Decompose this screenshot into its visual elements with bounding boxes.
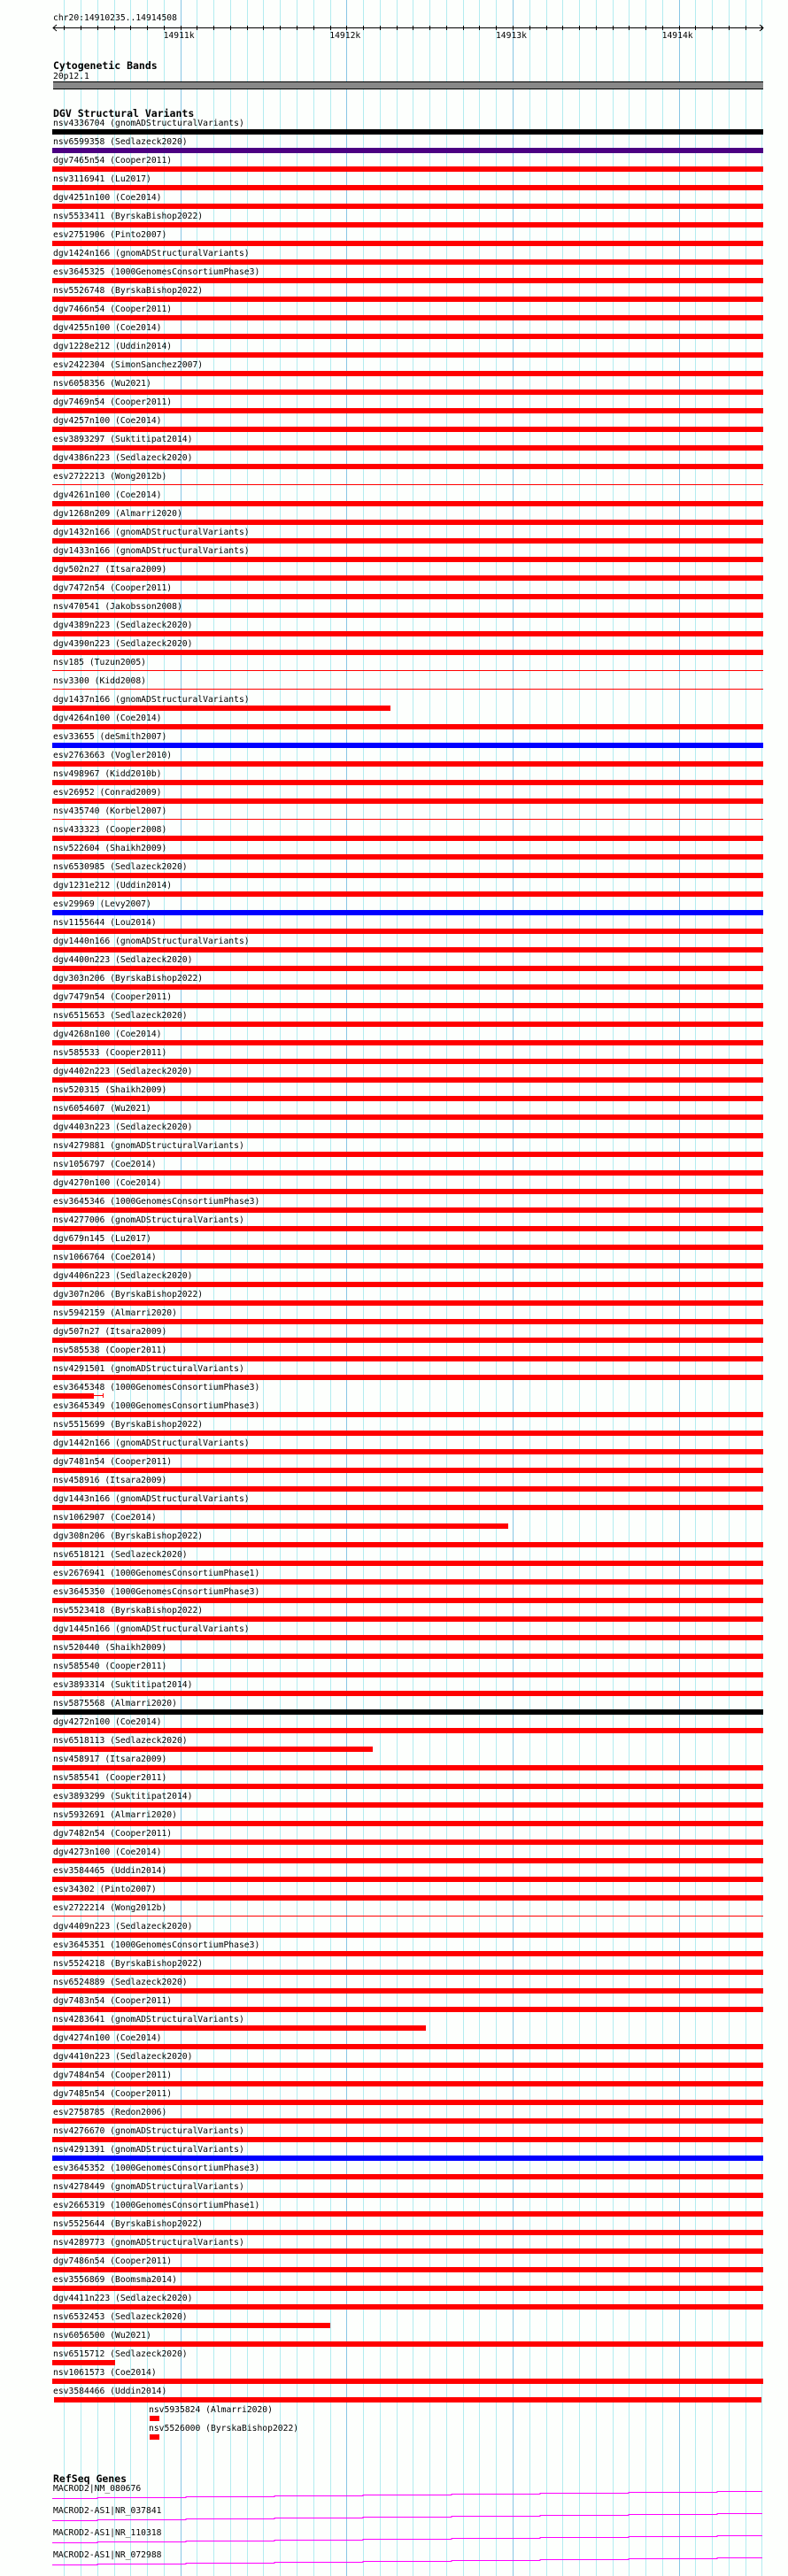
variant-label[interactable]: nsv1062907 (Coe2014) bbox=[53, 1513, 157, 1523]
variant-label[interactable]: dgv4251n100 (Coe2014) bbox=[53, 193, 162, 203]
variant-label[interactable]: dgv7485n54 (Cooper2011) bbox=[53, 2089, 173, 2099]
variant-label[interactable]: esv3645351 (1000GenomesConsortiumPhase3) bbox=[53, 1940, 260, 1950]
variant-label[interactable]: nsv6532453 (Sedlazeck2020) bbox=[53, 2312, 188, 2322]
variant-bar[interactable] bbox=[52, 1709, 763, 1715]
variant-bar[interactable] bbox=[52, 2118, 763, 2124]
variant-bar[interactable] bbox=[52, 1747, 373, 1752]
variant-label[interactable]: nsv1056797 (Coe2014) bbox=[53, 1160, 157, 1169]
variant-label[interactable]: nsv6524889 (Sedlazeck2020) bbox=[53, 1978, 188, 1987]
variant-label[interactable]: dgv679n145 (Lu2017) bbox=[53, 1234, 151, 1244]
variant-bar[interactable] bbox=[52, 538, 763, 544]
variant-label[interactable]: nsv522604 (Shaikh2009) bbox=[53, 844, 167, 853]
variant-bar[interactable] bbox=[52, 1096, 763, 1101]
variant-bar[interactable] bbox=[52, 445, 763, 451]
variant-bar[interactable] bbox=[52, 910, 763, 915]
variant-label[interactable]: dgv4411n223 (Sedlazeck2020) bbox=[53, 2294, 193, 2303]
gene-label[interactable]: MACROD2-AS1|NR_037841 bbox=[53, 2506, 162, 2516]
variant-label[interactable]: nsv185 (Tuzun2005) bbox=[53, 658, 146, 667]
variant-bar[interactable] bbox=[52, 1263, 763, 1269]
variant-bar[interactable] bbox=[52, 2360, 115, 2365]
variant-bar[interactable] bbox=[52, 2100, 763, 2105]
variant-label[interactable]: nsv3300 (Kidd2008) bbox=[53, 676, 146, 686]
variant-bar[interactable] bbox=[52, 1877, 763, 1882]
variant-label[interactable]: dgv1442n166 (gnomADStructuralVariants) bbox=[53, 1438, 250, 1448]
variant-bar[interactable] bbox=[52, 2193, 763, 2198]
variant-bar[interactable] bbox=[52, 371, 763, 376]
variant-label[interactable]: nsv3116941 (Lu2017) bbox=[53, 174, 151, 184]
variant-label[interactable]: dgv307n206 (ByrskaBishop2022) bbox=[53, 1290, 204, 1300]
variant-whisker bbox=[94, 1395, 103, 1396]
variant-label[interactable]: nsv5524218 (ByrskaBishop2022) bbox=[53, 1959, 204, 1969]
variant-bar[interactable] bbox=[52, 1988, 763, 1994]
gene-label[interactable]: MACROD2-AS1|NR_110318 bbox=[53, 2528, 162, 2538]
variant-label[interactable]: nsv4278449 (gnomADStructuralVariants) bbox=[53, 2182, 244, 2192]
variant-bar[interactable] bbox=[52, 819, 763, 820]
variant-bar[interactable] bbox=[52, 1951, 763, 1956]
variant-label[interactable]: dgv1443n166 (gnomADStructuralVariants) bbox=[53, 1494, 250, 1504]
variant-label[interactable]: nsv458917 (Itsara2009) bbox=[53, 1755, 167, 1764]
ruler-tick-label: 14914k bbox=[661, 31, 693, 41]
variant-bar[interactable] bbox=[52, 1542, 763, 1547]
variant-bar[interactable] bbox=[150, 2434, 159, 2440]
variant-label[interactable]: dgv4270n100 (Coe2014) bbox=[53, 1178, 162, 1188]
variant-bar[interactable] bbox=[52, 520, 763, 525]
variant-label[interactable]: dgv4390n223 (Sedlazeck2020) bbox=[53, 639, 193, 649]
variant-bar[interactable] bbox=[52, 1338, 763, 1343]
variant-bar[interactable] bbox=[52, 1916, 763, 1917]
variant-label[interactable]: nsv4277006 (gnomADStructuralVariants) bbox=[53, 1215, 244, 1225]
variant-bar[interactable] bbox=[52, 166, 763, 172]
variant-label[interactable]: nsv470541 (Jakobsson2008) bbox=[53, 602, 182, 612]
variant-label[interactable]: dgv1228e212 (Uddin2014) bbox=[53, 342, 173, 351]
variant-label[interactable]: dgv1437n166 (gnomADStructuralVariants) bbox=[53, 695, 250, 705]
variant-label[interactable]: dgv308n206 (ByrskaBishop2022) bbox=[53, 1531, 204, 1541]
variant-bar[interactable] bbox=[52, 1970, 763, 1975]
variant-bar[interactable] bbox=[52, 1412, 763, 1417]
variant-bar[interactable] bbox=[52, 1226, 763, 1231]
variant-bar[interactable] bbox=[52, 2286, 763, 2291]
variant-label[interactable]: nsv6058356 (Wu2021) bbox=[53, 379, 151, 389]
variant-bar[interactable] bbox=[52, 315, 763, 320]
variant-bar[interactable] bbox=[52, 2137, 763, 2142]
variant-bar[interactable] bbox=[52, 464, 763, 469]
variant-label[interactable]: esv3645352 (1000GenomesConsortiumPhase3) bbox=[53, 2163, 260, 2173]
variant-label[interactable]: dgv7466n54 (Cooper2011) bbox=[53, 305, 173, 314]
variant-bar[interactable] bbox=[52, 1598, 763, 1603]
variant-bar[interactable] bbox=[52, 631, 763, 636]
variant-bar[interactable] bbox=[52, 1821, 763, 1826]
variant-bar[interactable] bbox=[52, 1059, 763, 1064]
variant-bar[interactable] bbox=[52, 966, 763, 971]
variant-bar[interactable] bbox=[52, 1784, 763, 1789]
variant-bar[interactable] bbox=[52, 427, 763, 432]
variant-label[interactable]: nsv585538 (Cooper2011) bbox=[53, 1346, 167, 1355]
variant-bar[interactable] bbox=[52, 706, 390, 711]
variant-bar[interactable] bbox=[52, 1152, 763, 1157]
variant-bar[interactable] bbox=[52, 278, 763, 283]
variant-bar[interactable] bbox=[52, 873, 763, 878]
variant-bar[interactable] bbox=[52, 1449, 763, 1454]
variant-label[interactable]: esv26952 (Conrad2009) bbox=[53, 788, 162, 798]
variant-label[interactable]: nsv6599358 (Sedlazeck2020) bbox=[53, 137, 188, 147]
variant-bar[interactable] bbox=[52, 929, 763, 934]
variant-label[interactable]: dgv502n27 (Itsara2009) bbox=[53, 565, 167, 575]
variant-bar[interactable] bbox=[52, 650, 763, 655]
variant-bar[interactable] bbox=[52, 984, 763, 990]
variant-bar[interactable] bbox=[52, 222, 763, 228]
variant-label[interactable]: dgv7465n54 (Cooper2011) bbox=[53, 156, 173, 166]
gene-label[interactable]: MACROD2|NM_080676 bbox=[53, 2484, 142, 2494]
variant-bar[interactable] bbox=[52, 1579, 763, 1585]
location-label: chr20:14910235..14914508 bbox=[53, 13, 177, 23]
ruler-tick-label: 14913k bbox=[495, 31, 527, 41]
variant-label[interactable]: nsv498967 (Kidd2010b) bbox=[53, 769, 162, 779]
variant-label[interactable]: nsv435740 (Korbel2007) bbox=[53, 806, 167, 816]
variant-bar[interactable] bbox=[52, 2063, 763, 2068]
variant-bar[interactable] bbox=[52, 1300, 763, 1306]
variant-bar[interactable] bbox=[52, 743, 763, 748]
cytoband-track-title: Cytogenetic Bands bbox=[53, 59, 158, 72]
variant-bar[interactable] bbox=[52, 2323, 330, 2328]
variant-whisker-cap bbox=[103, 1393, 104, 1398]
variant-bar[interactable] bbox=[52, 947, 763, 953]
variant-bar[interactable] bbox=[52, 1616, 763, 1622]
variant-label[interactable]: dgv7483n54 (Cooper2011) bbox=[53, 1996, 173, 2006]
variant-bar[interactable] bbox=[52, 2081, 763, 2086]
variant-label[interactable]: dgv7479n54 (Cooper2011) bbox=[53, 992, 173, 1002]
variant-bar[interactable] bbox=[52, 1114, 763, 1120]
variant-label[interactable]: dgv7482n54 (Cooper2011) bbox=[53, 1829, 173, 1839]
variant-bar[interactable] bbox=[52, 1189, 763, 1194]
variant-bar[interactable] bbox=[52, 761, 763, 767]
variant-label[interactable]: dgv4272n100 (Coe2014) bbox=[53, 1717, 162, 1727]
variant-bar[interactable] bbox=[52, 1932, 763, 1938]
variant-label[interactable]: nsv4291391 (gnomADStructuralVariants) bbox=[53, 2145, 244, 2155]
variant-bar[interactable] bbox=[52, 1375, 763, 1380]
variant-label[interactable]: dgv507n27 (Itsara2009) bbox=[53, 1327, 167, 1337]
variant-bar[interactable] bbox=[52, 1077, 763, 1083]
variant-label[interactable]: nsv585541 (Cooper2011) bbox=[53, 1773, 167, 1783]
variant-label[interactable]: dgv303n206 (ByrskaBishop2022) bbox=[53, 974, 204, 983]
variant-bar[interactable] bbox=[52, 2379, 763, 2384]
variant-label[interactable]: nsv6518121 (Sedlazeck2020) bbox=[53, 1550, 188, 1560]
variant-bar[interactable] bbox=[52, 1319, 763, 1324]
variant-bar[interactable] bbox=[52, 854, 763, 860]
ruler-tick-label: 14911k bbox=[163, 31, 195, 41]
variant-label[interactable]: nsv520315 (Shaikh2009) bbox=[53, 1085, 167, 1095]
variant-label[interactable]: dgv1424n166 (gnomADStructuralVariants) bbox=[53, 249, 250, 258]
variant-label[interactable]: esv3893297 (Suktitipat2014) bbox=[53, 435, 193, 444]
variant-bar[interactable] bbox=[52, 1282, 763, 1287]
variant-label[interactable]: esv2665319 (1000GenomesConsortiumPhase1) bbox=[53, 2201, 260, 2210]
variant-label[interactable]: dgv4410n223 (Sedlazeck2020) bbox=[53, 2052, 193, 2062]
dgv-track-title: DGV Structural Variants bbox=[53, 107, 195, 120]
variant-bar[interactable] bbox=[52, 1635, 763, 1640]
variant-bar[interactable] bbox=[52, 334, 763, 339]
variant-bar[interactable] bbox=[52, 2174, 763, 2179]
variant-bar[interactable] bbox=[52, 1654, 763, 1659]
variant-label[interactable]: nsv6518113 (Sedlazeck2020) bbox=[53, 1736, 188, 1746]
variant-label[interactable]: dgv4273n100 (Coe2014) bbox=[53, 1847, 162, 1857]
variant-bar[interactable] bbox=[52, 1839, 763, 1845]
variant-label[interactable]: nsv458916 (Itsara2009) bbox=[53, 1476, 167, 1485]
variant-bar[interactable] bbox=[52, 129, 763, 135]
variant-label[interactable]: dgv4257n100 (Coe2014) bbox=[53, 416, 162, 426]
variant-bar[interactable] bbox=[54, 2397, 761, 2402]
variant-label[interactable]: nsv6054607 (Wu2021) bbox=[53, 1104, 151, 1114]
variant-label[interactable]: nsv4283641 (gnomADStructuralVariants) bbox=[53, 2015, 244, 2025]
refseq-track-title: RefSeq Genes bbox=[53, 2472, 127, 2485]
variant-label[interactable]: nsv1061573 (Coe2014) bbox=[53, 2368, 157, 2378]
variant-label[interactable]: dgv7472n54 (Cooper2011) bbox=[53, 583, 173, 593]
variant-bar[interactable] bbox=[52, 1858, 763, 1863]
variant-label[interactable]: esv3645349 (1000GenomesConsortiumPhase3) bbox=[53, 1401, 260, 1411]
variant-label[interactable]: nsv4276670 (gnomADStructuralVariants) bbox=[53, 2126, 244, 2136]
variant-label[interactable]: nsv5875568 (Almarri2020) bbox=[53, 1699, 177, 1708]
variant-label[interactable]: dgv4400n223 (Sedlazeck2020) bbox=[53, 955, 193, 965]
variant-label[interactable]: esv33655 (deSmith2007) bbox=[53, 732, 167, 742]
variant-label[interactable]: dgv4389n223 (Sedlazeck2020) bbox=[53, 621, 193, 630]
variant-label[interactable]: esv3584466 (Uddin2014) bbox=[53, 2387, 167, 2396]
variant-label[interactable]: esv2722213 (Wong2012b) bbox=[53, 472, 167, 482]
variant-label[interactable]: nsv5932691 (Almarri2020) bbox=[53, 1810, 177, 1820]
variant-bar[interactable] bbox=[52, 689, 763, 690]
variant-bar[interactable] bbox=[52, 2025, 426, 2031]
variant-label[interactable]: dgv4264n100 (Coe2014) bbox=[53, 713, 162, 723]
variant-label[interactable]: esv2676941 (1000GenomesConsortiumPhase1) bbox=[53, 1569, 260, 1578]
variant-bar[interactable] bbox=[52, 2304, 763, 2310]
variant-bar[interactable] bbox=[52, 2211, 763, 2217]
variant-label[interactable]: nsv6056500 (Wu2021) bbox=[53, 2331, 151, 2341]
variant-bar[interactable] bbox=[52, 836, 763, 841]
variant-label[interactable]: nsv433323 (Cooper2008) bbox=[53, 825, 167, 835]
variant-bar[interactable] bbox=[52, 1505, 763, 1510]
variant-bar[interactable] bbox=[52, 1431, 763, 1436]
variant-bar[interactable] bbox=[52, 2341, 763, 2347]
variant-label[interactable]: dgv7484n54 (Cooper2011) bbox=[53, 2071, 173, 2080]
variant-bar[interactable] bbox=[52, 575, 763, 581]
variant-bar[interactable] bbox=[52, 780, 763, 785]
variant-bar[interactable] bbox=[52, 670, 763, 671]
variant-label[interactable]: esv34302 (Pinto2007) bbox=[53, 1885, 157, 1894]
variant-bar[interactable] bbox=[52, 2044, 763, 2049]
variant-bar[interactable] bbox=[52, 1672, 763, 1677]
variant-label[interactable]: dgv4386n223 (Sedlazeck2020) bbox=[53, 453, 193, 463]
variant-label[interactable]: dgv4274n100 (Coe2014) bbox=[53, 2033, 162, 2043]
variant-label[interactable]: nsv5935824 (Almarri2020) bbox=[149, 2405, 273, 2415]
variant-label[interactable]: esv2751906 (Pinto2007) bbox=[53, 230, 167, 240]
variant-label[interactable]: nsv6530985 (Sedlazeck2020) bbox=[53, 862, 188, 872]
variant-label[interactable]: esv3584465 (Uddin2014) bbox=[53, 1866, 167, 1876]
variant-label[interactable]: esv3645350 (1000GenomesConsortiumPhase3) bbox=[53, 1587, 260, 1597]
variant-bar[interactable] bbox=[52, 1207, 763, 1213]
variant-bar[interactable] bbox=[52, 259, 763, 265]
variant-label[interactable]: nsv1155644 (Lou2014) bbox=[53, 918, 157, 928]
variant-label[interactable]: nsv5515699 (ByrskaBishop2022) bbox=[53, 1420, 204, 1430]
variant-bar[interactable] bbox=[52, 613, 763, 618]
variant-label[interactable]: dgv1440n166 (gnomADStructuralVariants) bbox=[53, 937, 250, 946]
variant-bar[interactable] bbox=[52, 1356, 763, 1361]
variant-label[interactable]: dgv4406n223 (Sedlazeck2020) bbox=[53, 1271, 193, 1281]
cytoband-label: 20p12.1 bbox=[53, 72, 89, 81]
variant-label[interactable]: nsv4289773 (gnomADStructuralVariants) bbox=[53, 2238, 244, 2248]
variant-bar[interactable] bbox=[52, 557, 763, 562]
variant-bar[interactable] bbox=[52, 2248, 763, 2254]
variant-label[interactable]: dgv1445n166 (gnomADStructuralVariants) bbox=[53, 1624, 250, 1634]
ruler-tick-label: 14912k bbox=[329, 31, 361, 41]
variant-label[interactable]: dgv1231e212 (Uddin2014) bbox=[53, 881, 173, 891]
variant-bar[interactable] bbox=[52, 185, 763, 190]
variant-label[interactable]: nsv4336704 (gnomADStructuralVariants) bbox=[53, 119, 244, 128]
variant-bar[interactable] bbox=[52, 484, 763, 485]
variant-bar[interactable] bbox=[52, 297, 763, 302]
variant-bar[interactable] bbox=[52, 1802, 763, 1808]
variant-bar[interactable] bbox=[52, 1895, 763, 1901]
variant-bar[interactable] bbox=[52, 1728, 763, 1733]
variant-label[interactable]: nsv5942159 (Almarri2020) bbox=[53, 1308, 177, 1318]
variant-bar[interactable] bbox=[52, 891, 763, 897]
variant-label[interactable]: nsv6515712 (Sedlazeck2020) bbox=[53, 2349, 188, 2359]
variant-label[interactable]: dgv1268n209 (Almarri2020) bbox=[53, 509, 182, 519]
variant-label[interactable]: nsv5526748 (ByrskaBishop2022) bbox=[53, 286, 204, 296]
gene-line[interactable] bbox=[52, 2492, 762, 2499]
variant-label[interactable]: nsv4279881 (gnomADStructuralVariants) bbox=[53, 1141, 244, 1151]
variant-label[interactable]: nsv585540 (Cooper2011) bbox=[53, 1662, 167, 1671]
variant-bar[interactable] bbox=[52, 1691, 763, 1696]
variant-bar[interactable] bbox=[52, 352, 763, 358]
variant-bar[interactable] bbox=[52, 2007, 763, 2012]
variant-bar[interactable] bbox=[52, 389, 763, 395]
variant-label[interactable]: esv3556869 (Boomsma2014) bbox=[53, 2275, 177, 2285]
variant-bar[interactable] bbox=[52, 1022, 763, 1027]
variant-label[interactable]: esv3893299 (Suktitipat2014) bbox=[53, 1792, 193, 1801]
variant-bar[interactable] bbox=[52, 594, 763, 599]
variant-bar[interactable] bbox=[52, 1561, 763, 1566]
variant-label[interactable]: esv2722214 (Wong2012b) bbox=[53, 1903, 167, 1913]
variant-bar[interactable] bbox=[52, 1245, 763, 1250]
variant-bar[interactable] bbox=[52, 1468, 763, 1473]
variant-label[interactable]: esv3645325 (1000GenomesConsortiumPhase3) bbox=[53, 267, 260, 277]
variant-bar[interactable] bbox=[52, 241, 763, 246]
variant-label[interactable]: esv3893314 (Suktitipat2014) bbox=[53, 1680, 193, 1690]
variant-bar[interactable] bbox=[52, 2267, 763, 2272]
variant-bar[interactable] bbox=[52, 1170, 763, 1176]
variant-label[interactable]: esv2758785 (Redon2006) bbox=[53, 2108, 167, 2117]
variant-bar[interactable] bbox=[52, 1765, 763, 1770]
variant-bar[interactable] bbox=[52, 204, 763, 209]
variant-label[interactable]: dgv4255n100 (Coe2014) bbox=[53, 323, 162, 333]
variant-bar[interactable] bbox=[150, 2416, 159, 2421]
cytoband-bar[interactable] bbox=[53, 81, 763, 89]
variant-label[interactable]: nsv520440 (Shaikh2009) bbox=[53, 1643, 167, 1653]
variant-bar[interactable] bbox=[52, 1040, 763, 1045]
variant-label[interactable]: nsv5523418 (ByrskaBishop2022) bbox=[53, 1606, 204, 1616]
variant-label[interactable]: nsv585533 (Cooper2011) bbox=[53, 1048, 167, 1058]
variant-bar[interactable] bbox=[52, 2230, 763, 2235]
variant-label[interactable]: dgv4261n100 (Coe2014) bbox=[53, 490, 162, 500]
variant-label[interactable]: dgv4409n223 (Sedlazeck2020) bbox=[53, 1922, 193, 1932]
variant-bar[interactable] bbox=[52, 798, 763, 804]
variant-bar[interactable] bbox=[52, 148, 763, 153]
variant-label[interactable]: nsv1066764 (Coe2014) bbox=[53, 1253, 157, 1262]
variant-label[interactable]: dgv4268n100 (Coe2014) bbox=[53, 1030, 162, 1039]
variant-label[interactable]: nsv6515653 (Sedlazeck2020) bbox=[53, 1011, 188, 1021]
variant-bar[interactable] bbox=[52, 501, 763, 506]
variant-label[interactable]: dgv1433n166 (gnomADStructuralVariants) bbox=[53, 546, 250, 556]
variant-bar[interactable] bbox=[52, 1523, 508, 1529]
variant-bar[interactable] bbox=[52, 408, 763, 413]
variant-label[interactable]: dgv4402n223 (Sedlazeck2020) bbox=[53, 1067, 193, 1076]
variant-label[interactable]: esv2763663 (Vogler2010) bbox=[53, 751, 173, 760]
variant-label[interactable]: nsv5525644 (ByrskaBishop2022) bbox=[53, 2219, 204, 2229]
variant-label[interactable]: dgv7486n54 (Cooper2011) bbox=[53, 2256, 173, 2266]
variant-bar[interactable] bbox=[52, 1003, 763, 1008]
variant-bar[interactable] bbox=[52, 1393, 94, 1399]
variant-label[interactable]: nsv4291501 (gnomADStructuralVariants) bbox=[53, 1364, 244, 1374]
variant-label[interactable]: nsv5526000 (ByrskaBishop2022) bbox=[149, 2424, 299, 2433]
variant-label[interactable]: esv3645346 (1000GenomesConsortiumPhase3) bbox=[53, 1197, 260, 1207]
variant-label[interactable]: dgv4403n223 (Sedlazeck2020) bbox=[53, 1122, 193, 1132]
variant-label[interactable]: dgv7469n54 (Cooper2011) bbox=[53, 397, 173, 407]
variant-label[interactable]: nsv5533411 (ByrskaBishop2022) bbox=[53, 212, 204, 221]
variant-label[interactable]: esv3645348 (1000GenomesConsortiumPhase3) bbox=[53, 1383, 260, 1392]
variant-label[interactable]: esv29969 (Levy2007) bbox=[53, 899, 151, 909]
variant-label[interactable]: dgv7481n54 (Cooper2011) bbox=[53, 1457, 173, 1467]
gene-label[interactable]: MACROD2-AS1|NR_072988 bbox=[53, 2550, 162, 2560]
variant-bar[interactable] bbox=[52, 1133, 763, 1138]
variant-bar[interactable] bbox=[52, 724, 763, 729]
variant-label[interactable]: dgv1432n166 (gnomADStructuralVariants) bbox=[53, 528, 250, 537]
variant-bar[interactable] bbox=[52, 1486, 763, 1492]
variant-bar[interactable] bbox=[52, 2156, 763, 2161]
variant-label[interactable]: esv2422304 (SimonSanchez2007) bbox=[53, 360, 204, 370]
